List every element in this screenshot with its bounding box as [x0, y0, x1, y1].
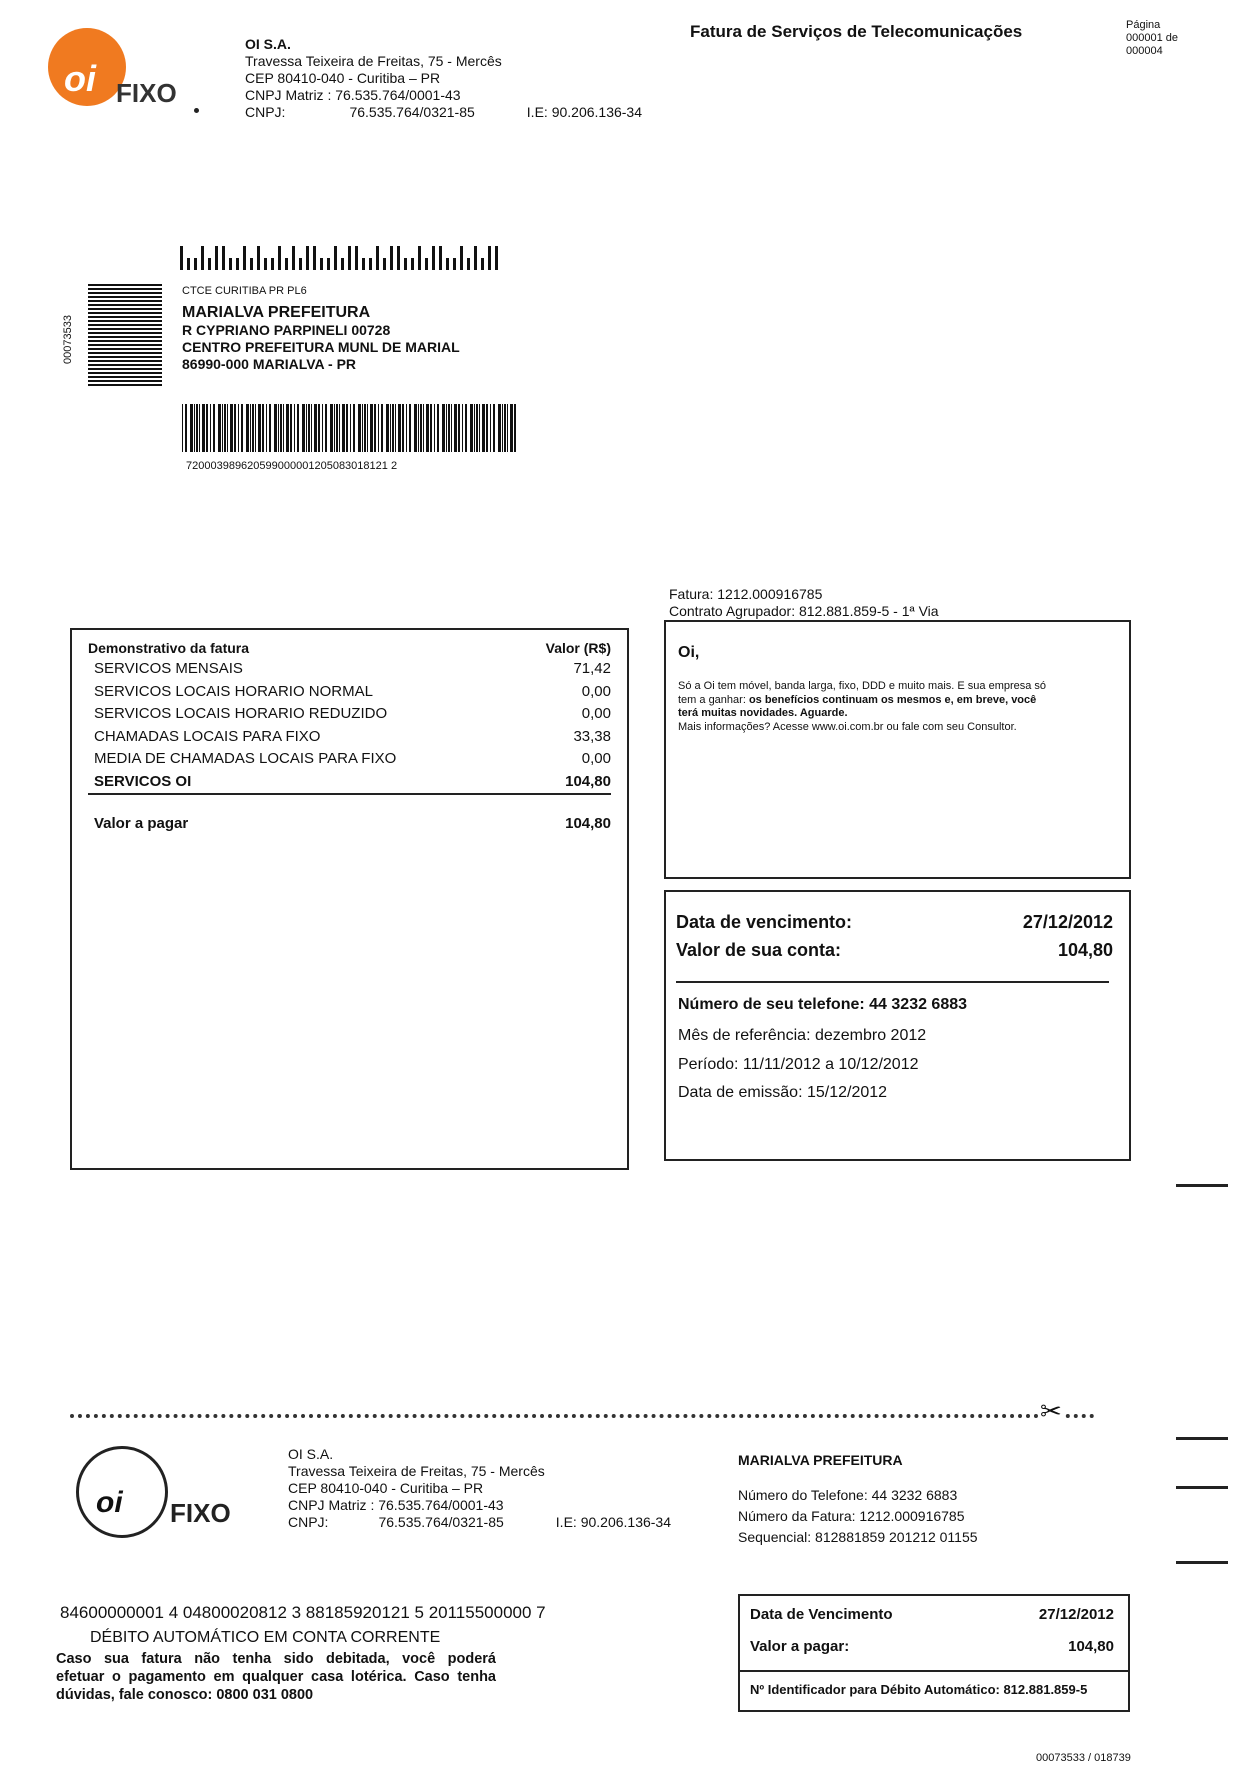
message-greeting: Oi,: [678, 644, 700, 661]
edge-mark: [1176, 1561, 1228, 1564]
stub-cnpj-value: 76.535.764/0321-85: [378, 1514, 504, 1530]
statement-row: MEDIA DE CHAMADAS LOCAIS PARA FIXO 0,00: [94, 750, 611, 767]
total-value: 104,80: [565, 815, 611, 832]
side-barcode: [88, 284, 162, 388]
stub-phone: Número do Telefone: 44 3232 6883: [738, 1487, 958, 1503]
phone-number: Número de seu telefone: 44 3232 6883: [678, 996, 968, 1013]
recipient-name: MARIALVA PREFEITURA: [182, 304, 371, 321]
amount-label: Valor de sua conta:: [676, 940, 842, 960]
statement-divider: [88, 793, 611, 795]
invoice-number: Fatura: 1212.000916785: [669, 586, 823, 602]
stub-invoice: Número da Fatura: 1212.000916785: [738, 1508, 965, 1524]
side-code: 00073533: [62, 315, 74, 364]
cut-line: [70, 1414, 1095, 1418]
recipient-district: CENTRO PREFEITURA MUNL DE MARIAL: [182, 339, 460, 355]
statement-row: SERVICOS LOCAIS HORARIO REDUZIDO 0,00: [94, 705, 611, 722]
stub-company-cep: CEP 80410-040 - Curitiba – PR: [288, 1480, 484, 1496]
document-title: Fatura de Serviços de Telecomunicações: [690, 22, 1023, 41]
statement-row: SERVICOS LOCAIS HORARIO NORMAL 0,00: [94, 682, 611, 700]
stub-payment-box: [738, 1594, 1130, 1712]
due-date-label: Data de vencimento:: [676, 912, 853, 932]
stub-sequence: Sequencial: 812881859 201212 01155: [738, 1529, 978, 1545]
oi-logo-text: oi: [64, 58, 96, 99]
edge-mark: [1176, 1184, 1228, 1187]
stub-due-row: [750, 1606, 1114, 1623]
reference-month: Mês de referência: dezembro 2012: [678, 1027, 927, 1044]
due-date-value: 27/12/2012: [1022, 912, 1113, 932]
summary-box: [664, 890, 1131, 1161]
address-barcode-number: 720003989620599000001205083018121 2: [186, 460, 398, 472]
statement-total-row: [94, 815, 611, 832]
company-name: OI S.A.: [245, 36, 291, 52]
edge-mark: [1176, 1437, 1228, 1440]
total-label: Valor a pagar: [94, 815, 189, 832]
statement-row-subtotal: SERVICOS OI 104,80: [94, 772, 611, 790]
dot: [194, 108, 199, 113]
recipient-street: R CYPRIANO PARPINELI 00728: [182, 322, 391, 338]
edge-mark: [1176, 1486, 1228, 1489]
stub-due-value: 27/12/2012: [1038, 1606, 1114, 1623]
emission-date: Data de emissão: 15/12/2012: [678, 1084, 888, 1101]
statement-header: [88, 640, 611, 656]
fixo-stub-logo-text: FIXO: [170, 1498, 231, 1528]
recipient-address: [182, 285, 460, 373]
stub-due-label: Data de Vencimento: [750, 1606, 893, 1623]
statement-value-header: Valor (R$): [545, 640, 611, 656]
oi-stub-logo-text: oi: [96, 1486, 123, 1519]
statement-row: CHAMADAS LOCAIS PARA FIXO 33,38: [94, 727, 611, 745]
postal-barcode: [180, 244, 510, 272]
digitable-line: 84600000001 4 04800020812 3 88185920121 5 20115500000 7: [60, 1603, 546, 1622]
contract-number: Contrato Agrupador: 812.881.859-5 - 1ª Via: [669, 603, 939, 619]
company-cnpj-label: CNPJ:: [245, 104, 286, 120]
invoice-meta: [669, 586, 939, 620]
stub-company-block: [288, 1446, 671, 1531]
amount-value: 104,80: [1057, 940, 1113, 960]
summary-due-row: [676, 912, 1113, 933]
fixo-logo-text: FIXO: [116, 78, 177, 108]
stub-company-address: Travessa Teixeira de Freitas, 75 - Mercês: [288, 1463, 545, 1479]
auto-debit-id: Nº Identificador para Débito Automático: 812.881.859-5: [750, 1682, 1088, 1697]
stub-company-name: OI S.A.: [288, 1446, 334, 1462]
stub-customer-name: MARIALVA PREFEITURA: [738, 1452, 903, 1468]
page-total: 000004: [1126, 45, 1163, 57]
company-address: Travessa Teixeira de Freitas, 75 - Mercês: [245, 53, 502, 69]
scissors-icon: ✂: [1040, 1396, 1062, 1426]
page-label: Página: [1126, 19, 1161, 31]
stub-pay-value: 104,80: [1068, 1638, 1114, 1655]
address-barcode: [182, 404, 518, 454]
stub-customer-block: [738, 1452, 978, 1548]
company-cep: CEP 80410-040 - Curitiba – PR: [245, 70, 441, 86]
routing-code: CTCE CURITIBA PR PL6: [182, 285, 307, 297]
stub-company-cnpj-matriz: CNPJ Matriz : 76.535.764/0001-43: [288, 1497, 504, 1513]
stub-box-divider: [740, 1670, 1128, 1672]
stub-pay-row: [750, 1638, 1114, 1655]
summary-divider: [676, 981, 1109, 983]
stub-pay-label: Valor a pagar:: [750, 1638, 850, 1655]
stub-ie: I.E: 90.206.136-34: [555, 1514, 671, 1530]
company-ie: I.E: 90.206.136-34: [526, 104, 642, 120]
statement-row: SERVICOS MENSAIS 71,42: [94, 660, 611, 677]
message-body: Só a Oi tem móvel, banda larga, fixo, DDD e muito mais. E sua empresa só tem a ganhar: os benefícios continuam os mesmos e, em breve, você terá muitas novidades. Aguarde. Mais informações? Acesse www.oi.com.br ou fale com seu Consultor.: [678, 680, 1047, 733]
invoice-statement-box: [70, 628, 629, 1170]
company-cnpj-matriz: CNPJ Matriz : 76.535.764/0001-43: [245, 87, 461, 103]
debit-title: DÉBITO AUTOMÁTICO EM CONTA CORRENTE: [90, 1629, 441, 1646]
page-number: 000001 de: [1126, 32, 1178, 44]
billing-period: Período: 11/11/2012 a 10/12/2012: [678, 1056, 919, 1073]
stub-cnpj-label: CNPJ:: [288, 1514, 329, 1530]
message-box: [664, 620, 1131, 879]
statement-title: Demonstrativo da fatura: [88, 640, 250, 656]
company-cnpj-value: 76.535.764/0321-85: [349, 104, 475, 120]
page-indicator: [1126, 19, 1178, 58]
recipient-city: 86990-000 MARIALVA - PR: [182, 356, 357, 372]
summary-amount-row: [676, 940, 1113, 961]
footer-code: 00073533 / 018739: [1036, 1752, 1131, 1764]
debit-text: Caso sua fatura não tenha sido debitada, você poderá efetuar o pagamento em qualquer casa lotérica. Caso tenha dúvidas, fale conosco: 0800 031 0800: [56, 1651, 496, 1703]
statement-items: [94, 660, 611, 795]
company-block: [245, 36, 642, 121]
